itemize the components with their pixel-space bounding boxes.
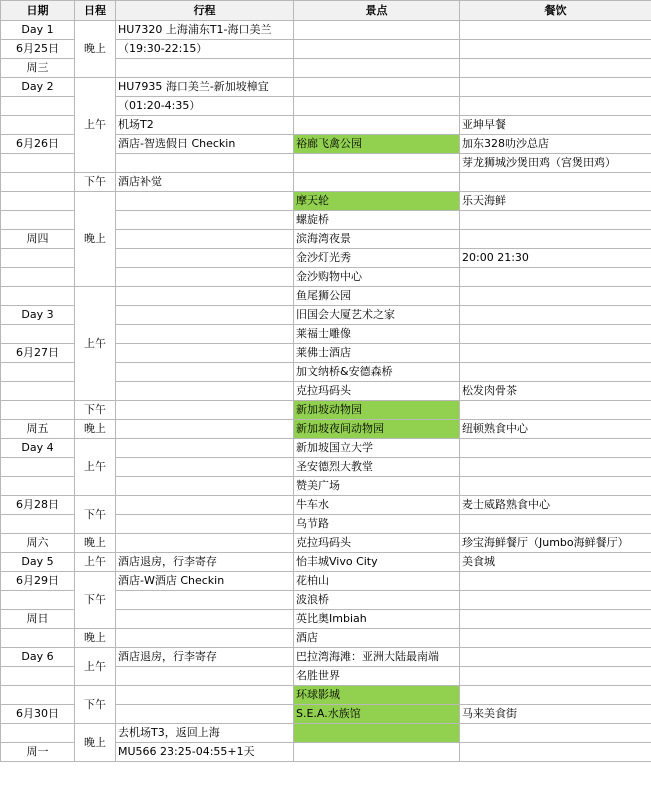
sight-cell: 赞美广场 <box>294 477 460 496</box>
sight-cell <box>294 173 460 192</box>
food-cell <box>460 97 651 116</box>
food-cell <box>460 629 651 648</box>
itinerary-cell <box>116 344 294 363</box>
food-cell <box>460 477 651 496</box>
date-cell <box>1 382 75 401</box>
sight-cell: 加文纳桥&安德森桥 <box>294 363 460 382</box>
sight-cell: 名胜世界 <box>294 667 460 686</box>
itinerary-cell: 机场T2 <box>116 116 294 135</box>
food-cell <box>460 401 651 420</box>
itinerary-cell <box>116 686 294 705</box>
sight-cell: 英比奥Imbiah <box>294 610 460 629</box>
food-cell: 纽顿熟食中心 <box>460 420 651 439</box>
food-cell <box>460 648 651 667</box>
period-cell: 晚上 <box>75 724 116 762</box>
date-cell <box>1 268 75 287</box>
food-cell <box>460 743 651 762</box>
period-cell: 上午 <box>75 439 116 496</box>
date-cell <box>1 211 75 230</box>
period-cell: 晚上 <box>75 21 116 78</box>
itinerary-cell: （01:20-4:35） <box>116 97 294 116</box>
itinerary-cell <box>116 154 294 173</box>
sight-cell: S.E.A.水族馆 <box>294 705 460 724</box>
itinerary-cell <box>116 211 294 230</box>
sight-cell <box>294 743 460 762</box>
period-cell: 下午 <box>75 496 116 534</box>
food-cell <box>460 610 651 629</box>
itinerary-cell <box>116 439 294 458</box>
table-row <box>1 401 651 420</box>
date-cell <box>1 686 75 705</box>
itinerary-cell <box>116 458 294 477</box>
period-cell: 下午 <box>75 401 116 420</box>
date-cell: 周三 <box>1 59 75 78</box>
food-cell: 乐天海鲜 <box>460 192 651 211</box>
date-cell: Day 6 <box>1 648 75 667</box>
food-cell <box>460 230 651 249</box>
date-cell <box>1 249 75 268</box>
sight-cell: 新加坡夜间动物园 <box>294 420 460 439</box>
itinerary-cell <box>116 230 294 249</box>
period-cell: 上午 <box>75 287 116 401</box>
itinerary-cell <box>116 496 294 515</box>
sight-cell: 金沙灯光秀 <box>294 249 460 268</box>
date-cell: Day 3 <box>1 306 75 325</box>
sight-cell: 旧国会大厦艺术之家 <box>294 306 460 325</box>
date-cell: 周日 <box>1 610 75 629</box>
food-cell <box>460 59 651 78</box>
date-cell <box>1 116 75 135</box>
date-cell: 6月27日 <box>1 344 75 363</box>
sight-cell: 巴拉湾海滩：亚洲大陆最南端 <box>294 648 460 667</box>
table-row <box>1 724 651 743</box>
table-row <box>1 648 651 667</box>
date-cell <box>1 325 75 344</box>
date-cell: 6月25日 <box>1 40 75 59</box>
date-cell <box>1 192 75 211</box>
sight-cell: 莱佛士酒店 <box>294 344 460 363</box>
sight-cell: 圣安德烈大教堂 <box>294 458 460 477</box>
table-row <box>1 439 651 458</box>
date-cell <box>1 724 75 743</box>
food-cell <box>460 40 651 59</box>
itinerary-cell: 酒店退房，行李寄存 <box>116 648 294 667</box>
date-cell <box>1 458 75 477</box>
sight-cell <box>294 97 460 116</box>
period-cell: 晚上 <box>75 192 116 287</box>
itinerary-cell <box>116 401 294 420</box>
header-row <box>1 1 651 21</box>
food-cell: 亚坤早餐 <box>460 116 651 135</box>
header-itinerary: 行程 <box>116 1 294 21</box>
date-cell: 6月28日 <box>1 496 75 515</box>
itinerary-cell <box>116 59 294 78</box>
itinerary-cell: HU7320 上海浦东T1-海口美兰 <box>116 21 294 40</box>
table-row <box>1 553 651 572</box>
date-cell <box>1 629 75 648</box>
food-cell: 马来美食街 <box>460 705 651 724</box>
sight-cell: 新加坡动物园 <box>294 401 460 420</box>
sight-cell <box>294 21 460 40</box>
food-cell <box>460 591 651 610</box>
food-cell: 麦士威路熟食中心 <box>460 496 651 515</box>
sight-cell: 鱼尾狮公园 <box>294 287 460 306</box>
date-cell <box>1 477 75 496</box>
period-cell: 晚上 <box>75 420 116 439</box>
itinerary-cell: MU566 23:25-04:55+1天 <box>116 743 294 762</box>
food-cell <box>460 344 651 363</box>
itinerary-cell <box>116 591 294 610</box>
food-cell <box>460 78 651 97</box>
date-cell: Day 5 <box>1 553 75 572</box>
sight-cell <box>294 154 460 173</box>
period-cell: 下午 <box>75 572 116 629</box>
food-cell: 珍宝海鲜餐厅（Jumbo海鲜餐厅） <box>460 534 651 553</box>
itinerary-cell: HU7935 海口美兰-新加坡樟宜 <box>116 78 294 97</box>
itinerary-cell <box>116 515 294 534</box>
food-cell <box>460 458 651 477</box>
itinerary-cell <box>116 667 294 686</box>
sight-cell: 滨海湾夜景 <box>294 230 460 249</box>
food-cell <box>460 439 651 458</box>
sight-cell: 新加坡国立大学 <box>294 439 460 458</box>
food-cell <box>460 686 651 705</box>
food-cell <box>460 363 651 382</box>
date-cell <box>1 173 75 192</box>
date-cell: 6月29日 <box>1 572 75 591</box>
sight-cell: 乌节路 <box>294 515 460 534</box>
itinerary-cell <box>116 325 294 344</box>
itinerary-cell <box>116 306 294 325</box>
date-cell: 周六 <box>1 534 75 553</box>
sight-cell: 酒店 <box>294 629 460 648</box>
food-cell <box>460 173 651 192</box>
itinerary-cell <box>116 477 294 496</box>
food-cell <box>460 515 651 534</box>
food-cell <box>460 667 651 686</box>
table-row <box>1 496 651 515</box>
sight-cell: 莱福士雕像 <box>294 325 460 344</box>
period-cell: 上午 <box>75 78 116 173</box>
itinerary-cell <box>116 610 294 629</box>
itinerary-cell: 酒店-智选假日 Checkin <box>116 135 294 154</box>
sight-cell: 金沙购物中心 <box>294 268 460 287</box>
table-row <box>1 287 651 306</box>
date-cell: 周四 <box>1 230 75 249</box>
period-cell: 晚上 <box>75 629 116 648</box>
sight-cell: 克拉玛码头 <box>294 534 460 553</box>
table-row <box>1 629 651 648</box>
food-cell <box>460 268 651 287</box>
itinerary-cell <box>116 249 294 268</box>
food-cell <box>460 306 651 325</box>
itinerary-cell <box>116 287 294 306</box>
itinerary-cell: 酒店补觉 <box>116 173 294 192</box>
itinerary-cell <box>116 534 294 553</box>
sight-cell <box>294 40 460 59</box>
itinerary-cell <box>116 629 294 648</box>
table-row <box>1 686 651 705</box>
date-cell <box>1 363 75 382</box>
header-food: 餐饮 <box>460 1 651 21</box>
sight-cell <box>294 78 460 97</box>
date-cell <box>1 97 75 116</box>
period-cell: 上午 <box>75 648 116 686</box>
food-cell <box>460 211 651 230</box>
food-cell: 芽龙狮城沙煲田鸡（宫煲田鸡） <box>460 154 651 173</box>
table-row <box>1 21 651 40</box>
sight-cell: 怡丰城Vivo City <box>294 553 460 572</box>
itinerary-cell <box>116 192 294 211</box>
sight-cell: 摩天轮 <box>294 192 460 211</box>
sight-cell <box>294 116 460 135</box>
period-cell: 下午 <box>75 686 116 724</box>
itinerary-cell <box>116 363 294 382</box>
date-cell <box>1 515 75 534</box>
itinerary-cell: （19:30-22:15） <box>116 40 294 59</box>
sight-cell: 牛车水 <box>294 496 460 515</box>
sight-cell <box>294 59 460 78</box>
date-cell <box>1 154 75 173</box>
sight-cell: 克拉玛码头 <box>294 382 460 401</box>
date-cell: Day 1 <box>1 21 75 40</box>
date-cell: 6月30日 <box>1 705 75 724</box>
itinerary-cell <box>116 705 294 724</box>
food-cell: 加东328叻沙总店 <box>460 135 651 154</box>
header-period: 日程 <box>75 1 116 21</box>
date-cell: 6月26日 <box>1 135 75 154</box>
food-cell <box>460 325 651 344</box>
date-cell <box>1 401 75 420</box>
header-sight: 景点 <box>294 1 460 21</box>
food-cell: 20:00 21:30 <box>460 249 651 268</box>
food-cell <box>460 287 651 306</box>
itinerary-cell: 酒店退房，行李寄存 <box>116 553 294 572</box>
food-cell <box>460 724 651 743</box>
sight-cell: 环球影城 <box>294 686 460 705</box>
sight-cell: 波浪桥 <box>294 591 460 610</box>
date-cell <box>1 591 75 610</box>
period-cell: 上午 <box>75 553 116 572</box>
itinerary-cell: 酒店-W酒店 Checkin <box>116 572 294 591</box>
header-date: 日期 <box>1 1 75 21</box>
food-cell <box>460 21 651 40</box>
itinerary-body <box>1 21 651 762</box>
table-row <box>1 420 651 439</box>
itinerary-cell <box>116 382 294 401</box>
date-cell: 周五 <box>1 420 75 439</box>
food-cell: 松发肉骨茶 <box>460 382 651 401</box>
itinerary-cell <box>116 268 294 287</box>
date-cell <box>1 667 75 686</box>
table-row <box>1 572 651 591</box>
sight-cell <box>294 724 460 743</box>
food-cell <box>460 572 651 591</box>
sight-cell: 螺旋桥 <box>294 211 460 230</box>
date-cell <box>1 287 75 306</box>
date-cell: Day 2 <box>1 78 75 97</box>
food-cell: 美食城 <box>460 553 651 572</box>
date-cell: Day 4 <box>1 439 75 458</box>
table-row <box>1 173 651 192</box>
itinerary-cell <box>116 420 294 439</box>
table-row <box>1 192 651 211</box>
sight-cell: 裕廊飞禽公园 <box>294 135 460 154</box>
table-row <box>1 78 651 97</box>
sight-cell: 花柏山 <box>294 572 460 591</box>
period-cell: 下午 <box>75 173 116 192</box>
date-cell: 周一 <box>1 743 75 762</box>
itinerary-cell: 去机场T3，返回上海 <box>116 724 294 743</box>
period-cell: 晚上 <box>75 534 116 553</box>
table-row <box>1 534 651 553</box>
